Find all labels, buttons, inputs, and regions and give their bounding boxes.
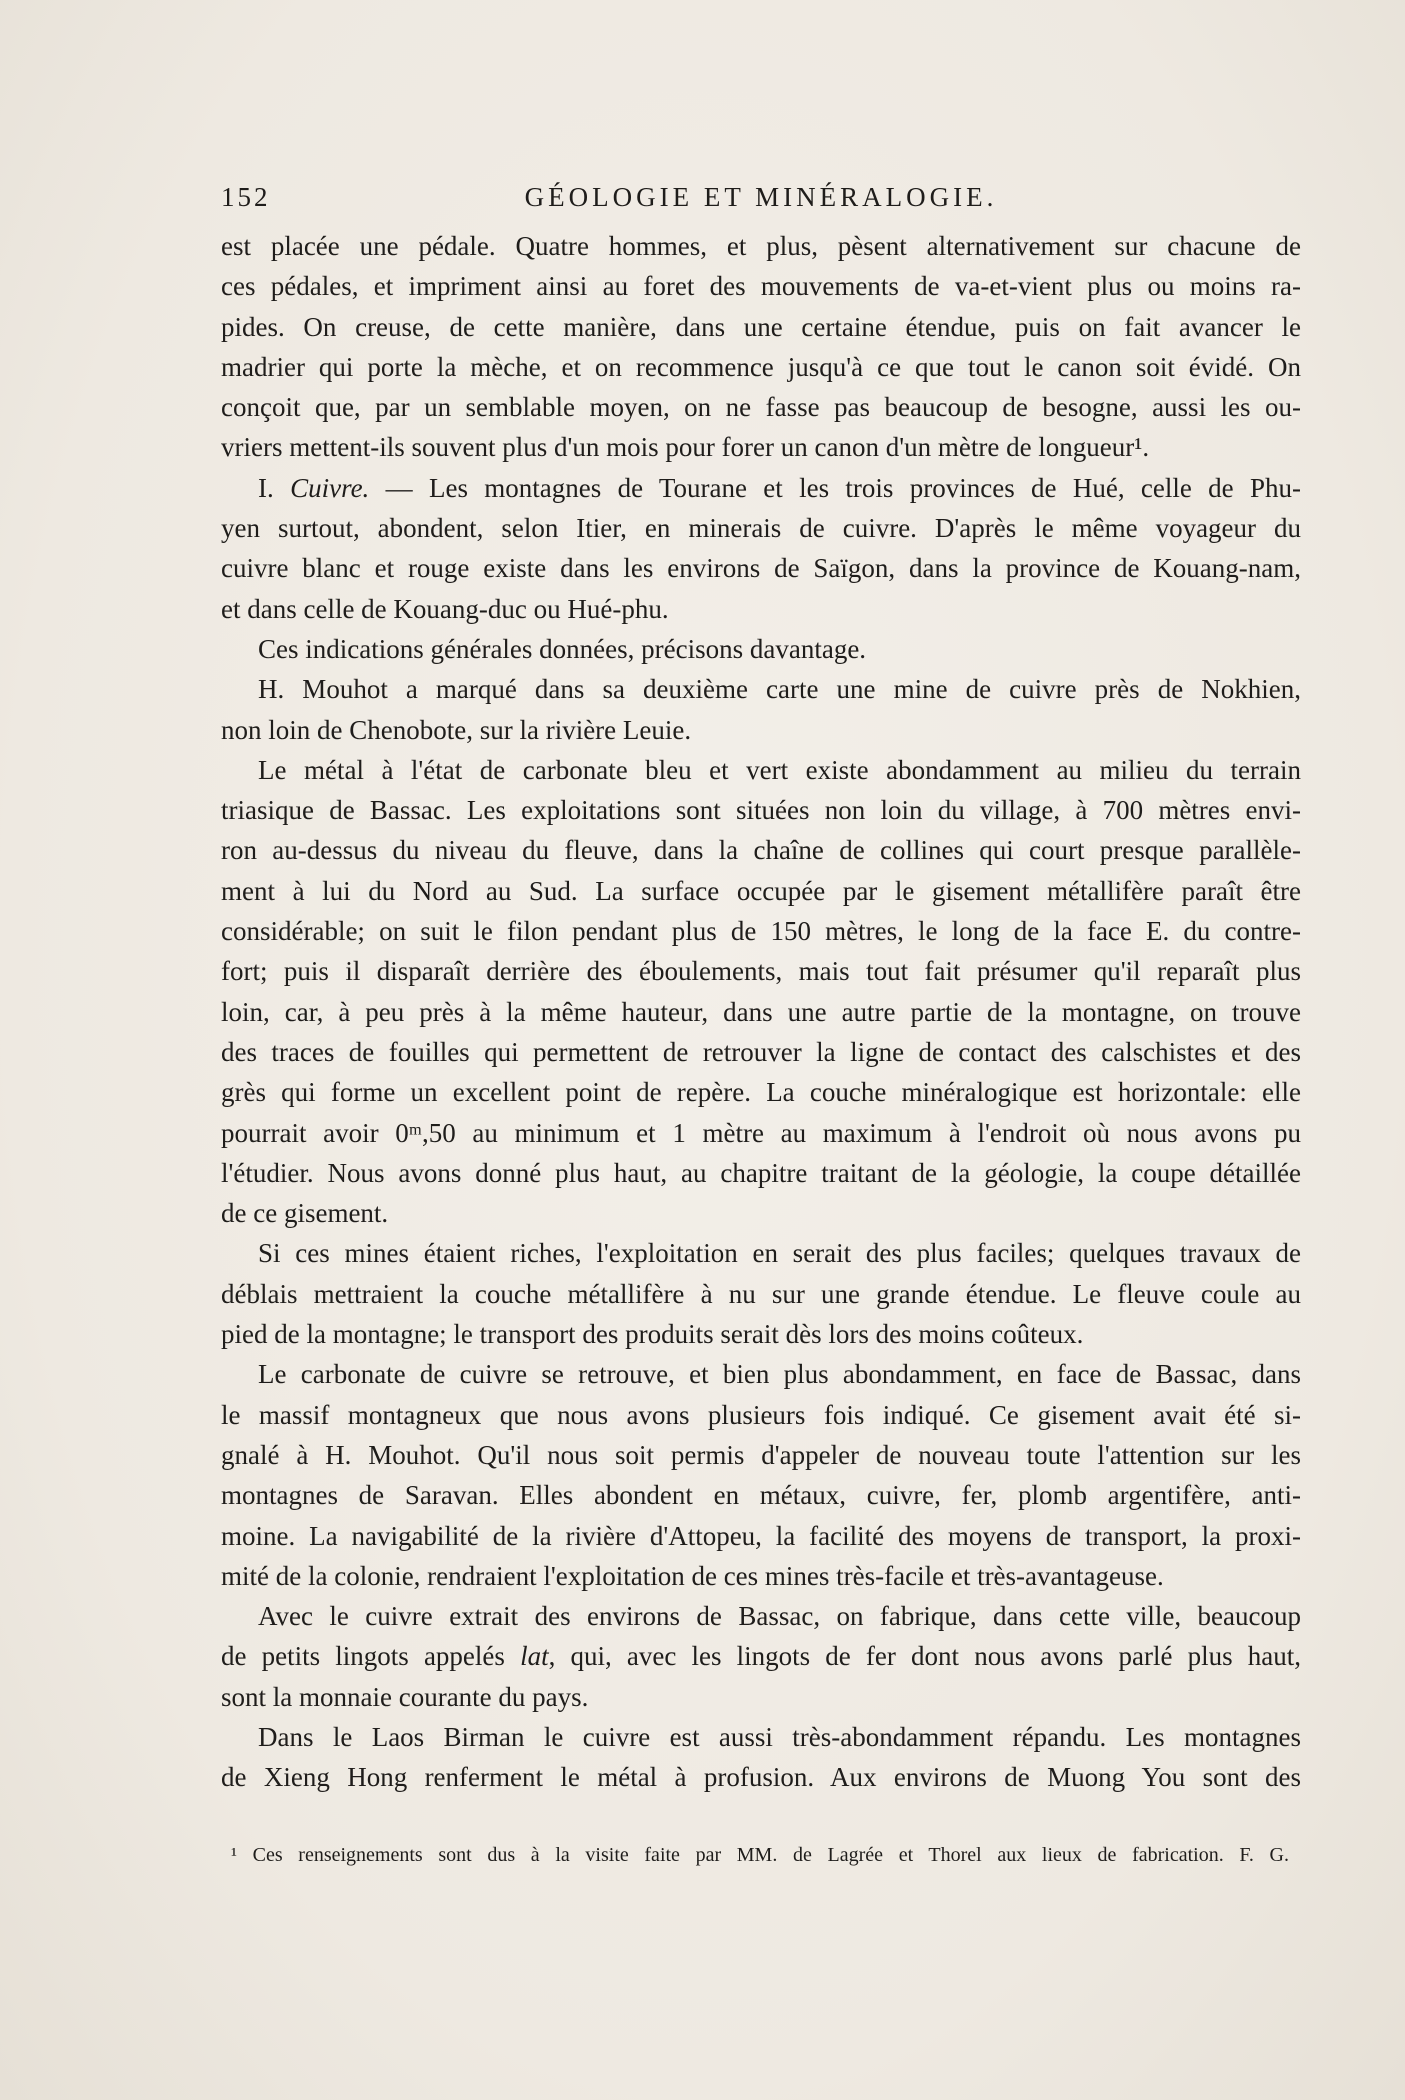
text-segment: madrier qui porte la mèche, et on recommence jusqu'à ce que tout le canon soit évidé. On (221, 351, 1301, 382)
text-line (221, 1354, 1301, 1394)
text-segment: déblais mettraient la couche métallifère à nu sur une grande étendue. Le fleuve coule au (221, 1278, 1301, 1309)
paragraph (221, 1596, 1301, 1717)
text-segment: fort; puis il disparaît derrière des éboulements, mais tout fait présumer qu'il reparaît plus (221, 956, 1301, 987)
text-line (221, 1516, 1301, 1556)
page-header (221, 182, 1301, 222)
text-segment: triasique de Bassac. Les exploitations sont situées non loin du village, à 700 mètres envi- (221, 795, 1301, 826)
italic-text: Cuivre. (290, 472, 370, 503)
paragraph (221, 468, 1301, 629)
text-segment: — Les montagnes de Tourane et les trois provinces de Hué, celle de Phu- (369, 472, 1301, 503)
text-line (221, 750, 1301, 790)
text-line (221, 669, 1301, 709)
text-line (221, 1556, 1301, 1596)
text-line (221, 1314, 1301, 1354)
text-line (221, 790, 1301, 830)
running-title: GÉOLOGIE ET MINÉRALOGIE. (524, 182, 998, 212)
text-segment: Si ces mines étaient riches, l'exploitation en serait des plus faciles; quelques travaux de (258, 1238, 1301, 1269)
text-segment: de ce gisement. (221, 1198, 389, 1229)
text-segment: pourrait avoir 0ᵐ,50 au minimum et 1 mètre au maximum à l'endroit où nous avons pu (221, 1117, 1301, 1148)
text-segment: ron au-dessus du niveau du fleuve, dans la chaîne de collines qui court presque parallèle- (221, 835, 1301, 866)
text-line (221, 1395, 1301, 1435)
text-segment: Avec le cuivre extrait des environs de Bassac, on fabrique, dans cette ville, beaucoup (258, 1601, 1301, 1632)
text-segment: cuivre blanc et rouge existe dans les environs de Saïgon, dans la province de Kouang-nam, (221, 553, 1301, 584)
text-line (221, 1677, 1301, 1717)
text-line (221, 468, 1301, 508)
text-line (221, 1757, 1301, 1797)
text-line (221, 911, 1301, 951)
text-segment: ces pédales, et impriment ainsi au foret des mouvements de va-et-vient plus ou moins ra- (221, 271, 1301, 302)
text-line (221, 427, 1301, 467)
paragraph (221, 1233, 1301, 1354)
text-segment: grès qui forme un excellent point de repère. La couche minéralogique est horizontale: elle (221, 1077, 1301, 1108)
text-segment: pied de la montagne; le transport des produits serait dès lors des moins coûteux. (221, 1319, 1084, 1350)
paragraph (221, 669, 1301, 750)
italic-text: lat (520, 1641, 549, 1672)
text-line (221, 347, 1301, 387)
text-segment: conçoit que, par un semblable moyen, on ne fasse pas beaucoup de besogne, aussi les ou- (221, 392, 1301, 423)
text-segment: I. (258, 472, 291, 503)
text-line (221, 1072, 1301, 1112)
text-segment: l'étudier. Nous avons donné plus haut, au chapitre traitant de la géologie, la coupe détaillée (221, 1157, 1301, 1188)
text-segment: est placée une pédale. Quatre hommes, et plus, pèsent alternativement sur chacune de (221, 231, 1301, 261)
text-segment: Ces indications générales données, précisons davantage. (258, 633, 867, 664)
text-line (221, 1193, 1301, 1233)
text-segment: loin, car, à peu près à la même hauteur, dans une autre partie de la montagne, on trouve (221, 996, 1301, 1027)
text-line (221, 1636, 1301, 1676)
text-line (221, 951, 1301, 991)
text-segment: , qui, avec les lingots de fer dont nous avons parlé plus haut, (548, 1641, 1301, 1672)
text-line (221, 710, 1301, 750)
text-segment: mité de la colonie, rendraient l'exploitation de ces mines très-facile et très-avantageuse. (221, 1560, 1164, 1591)
page-number: 152 (221, 182, 271, 212)
text-line (221, 992, 1301, 1032)
paragraph (221, 226, 1301, 468)
paragraph (221, 1354, 1301, 1596)
text-line (221, 1032, 1301, 1072)
text-line (221, 1717, 1301, 1757)
text-segment: non loin de Chenobote, sur la rivière Leuie. (221, 714, 692, 745)
text-segment: le massif montagneux que nous avons plusieurs fois indiqué. Ce gisement avait été si- (221, 1399, 1301, 1430)
text-segment: de petits lingots appelés (221, 1641, 521, 1672)
text-line (221, 871, 1301, 911)
text-segment: considérable; on suit le filon pendant plus de 150 mètres, le long de la face E. du contre- (221, 916, 1301, 947)
paragraph (221, 629, 1301, 669)
text-segment: moine. La navigabilité de la rivière d'Attopeu, la facilité des moyens de transport, la proxi- (221, 1520, 1301, 1551)
text-segment: et dans celle de Kouang-duc ou Hué-phu. (221, 593, 669, 624)
text-segment: des traces de fouilles qui permettent de retrouver la ligne de contact des calschistes et des (221, 1036, 1301, 1067)
text-segment: yen surtout, abondent, selon Itier, en minerais de cuivre. D'après le même voyageur du (221, 513, 1301, 544)
text-line (221, 589, 1301, 629)
text-segment: pides. On creuse, de cette manière, dans une certaine étendue, puis on fait avancer le (221, 311, 1301, 342)
text-line (221, 1596, 1301, 1636)
text-segment: gnalé à H. Mouhot. Qu'il nous soit permis d'appeler de nouveau toute l'attention sur les (221, 1439, 1301, 1470)
text-line (221, 548, 1301, 588)
text-line (221, 830, 1301, 870)
text-segment: sont la monnaie courante du pays. (221, 1681, 589, 1712)
text-segment: ment à lui du Nord au Sud. La surface occupée par le gisement métallifère paraît être (221, 875, 1301, 906)
text-segment: Le métal à l'état de carbonate bleu et vert existe abondamment au milieu du terrain (258, 754, 1301, 785)
text-segment: H. Mouhot a marqué dans sa deuxième carte une mine de cuivre près de Nokhien, (258, 674, 1301, 705)
text-line (221, 307, 1301, 347)
text-line (221, 226, 1301, 266)
text-line (221, 1435, 1301, 1475)
body-text (221, 226, 1301, 1798)
text-segment: Le carbonate de cuivre se retrouve, et bien plus abondamment, en face de Bassac, dans (258, 1359, 1301, 1390)
text-segment: de Xieng Hong renferment le métal à profusion. Aux environs de Muong You sont des (221, 1762, 1301, 1793)
text-segment: montagnes de Saravan. Elles abondent en métaux, cuivre, fer, plomb argentifère, anti- (221, 1480, 1301, 1511)
text-line (221, 1113, 1301, 1153)
text-line (221, 1475, 1301, 1515)
text-segment: Dans le Laos Birman le cuivre est aussi très-abondamment répandu. Les montagnes (258, 1721, 1301, 1752)
text-line (221, 266, 1301, 306)
text-line (221, 1153, 1301, 1193)
footnote: ¹ Ces renseignements sont dus à la visite faite par MM. de Lagrée et Thorel aux lieux de fabrication. F. G. (231, 1844, 1289, 1866)
text-line (221, 387, 1301, 427)
paragraph (221, 750, 1301, 1234)
text-line (221, 1274, 1301, 1314)
text-segment: vriers mettent-ils souvent plus d'un mois pour forer un canon d'un mètre de longueur¹. (221, 432, 1150, 463)
text-line (221, 508, 1301, 548)
text-line (221, 629, 1301, 669)
text-line (221, 1233, 1301, 1273)
paragraph (221, 1717, 1301, 1798)
